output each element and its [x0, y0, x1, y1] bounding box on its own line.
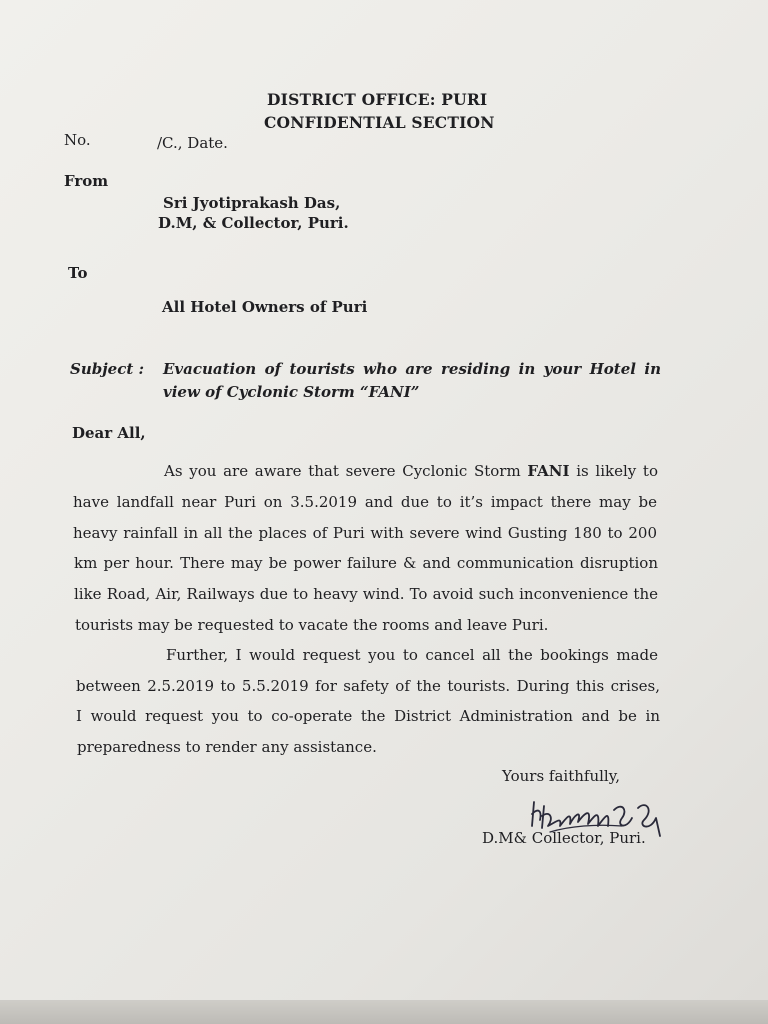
sender-designation: D.M, & Collector, Puri.	[158, 214, 349, 232]
salutation: Dear All,	[72, 424, 146, 442]
paragraph-1-line-4: km per hour. There may be power failure & and communication disruption	[74, 554, 658, 572]
paragraph-1-line-1	[164, 462, 658, 480]
to-label: To	[68, 264, 88, 282]
signoff: D.M& Collector, Puri.	[482, 829, 646, 847]
storm-name: FANI	[527, 462, 570, 480]
sender-name: Sri Jyotiprakash Das,	[163, 194, 341, 212]
paragraph-2-line-3: I would request you to co-operate the District Administration and be in	[76, 707, 660, 725]
paragraph-2-line-2: between 2.5.2019 to 5.5.2019 for safety of the tourists. During this crises,	[76, 677, 660, 695]
section-heading: CONFIDENTIAL SECTION	[264, 113, 495, 132]
subject-line-1: Evacuation of tourists who are residing in your Hotel in	[163, 360, 661, 378]
paragraph-1-line-3: heavy rainfall in all the places of Puri with severe wind Gusting 180 to 200	[73, 524, 657, 542]
paragraph-1-line-5: like Road, Air, Railways due to heavy wind. To avoid such inconvenience the	[74, 585, 658, 603]
ref-date-label: /C., Date.	[157, 134, 228, 152]
recipient: All Hotel Owners of Puri	[162, 298, 368, 316]
subject-label: Subject :	[70, 360, 145, 378]
from-label: From	[64, 172, 109, 190]
ref-no-label: No.	[64, 131, 91, 149]
paragraph-1-line-6: tourists may be requested to vacate the rooms and leave Puri.	[75, 616, 549, 634]
desk-surface	[0, 1000, 768, 1024]
paragraph-2-line-4: preparedness to render any assistance.	[77, 738, 377, 756]
subject-line-2: view of Cyclonic Storm “FANI”	[163, 383, 420, 401]
closing: Yours faithfully,	[502, 767, 620, 785]
office-heading: DISTRICT OFFICE: PURI	[267, 90, 488, 109]
paragraph-1-line-2: have landfall near Puri on 3.5.2019 and due to it’s impact there may be	[73, 493, 657, 511]
paragraph-1-text-end: is likely to	[569, 462, 658, 480]
paragraph-2-line-1: Further, I would request you to cancel all the bookings made	[166, 646, 658, 664]
paragraph-1-text: As you are aware that severe Cyclonic Storm	[164, 462, 528, 480]
